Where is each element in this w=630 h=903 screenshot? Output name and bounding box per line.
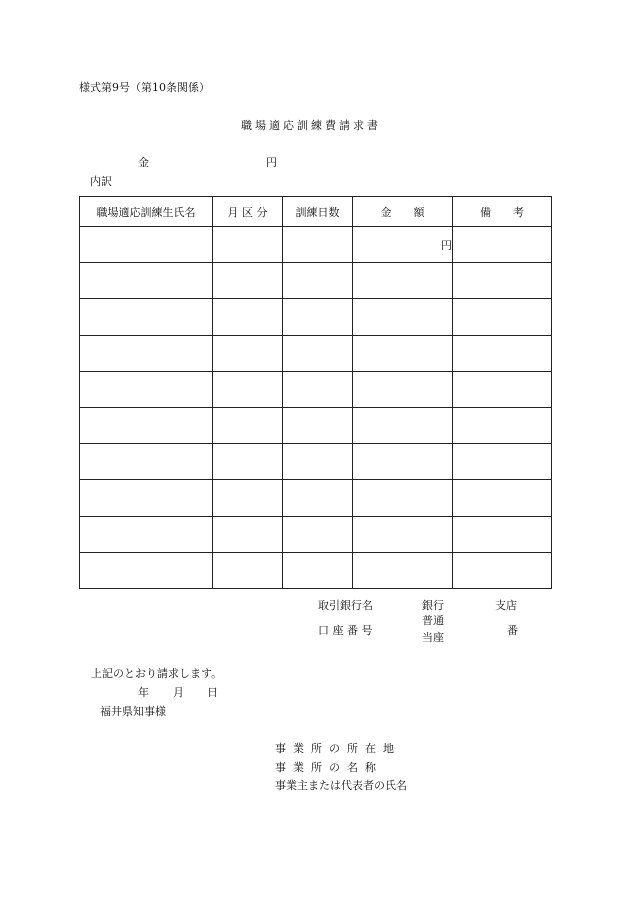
cell-training-days[interactable] xyxy=(283,371,353,407)
cell-remarks[interactable] xyxy=(453,516,552,552)
date-day: 日 xyxy=(207,686,218,699)
cell-remarks[interactable] xyxy=(453,227,552,263)
cell-training-days[interactable] xyxy=(283,552,353,588)
cell-amount[interactable] xyxy=(353,299,453,335)
form-number: 様式第9号（第10条関係） xyxy=(79,81,210,94)
cell-training-days[interactable] xyxy=(283,299,353,335)
cell-amount[interactable] xyxy=(353,516,453,552)
cell-month[interactable] xyxy=(213,480,283,516)
table-row xyxy=(80,407,552,443)
cell-training-days[interactable] xyxy=(283,335,353,371)
cell-month[interactable] xyxy=(213,227,283,263)
cell-month[interactable] xyxy=(213,444,283,480)
table-row xyxy=(80,335,552,371)
table-row xyxy=(80,480,552,516)
cell-remarks[interactable] xyxy=(453,263,552,299)
cell-month[interactable] xyxy=(213,299,283,335)
cell-remarks[interactable] xyxy=(453,480,552,516)
branch-suffix: 支店 xyxy=(495,599,517,612)
account-number-suffix: 番 xyxy=(507,624,518,637)
cell-trainee-name[interactable] xyxy=(80,371,213,407)
addressee: 福井県知事様 xyxy=(100,705,166,718)
cell-trainee-name[interactable] xyxy=(80,407,213,443)
cell-month[interactable] xyxy=(213,263,283,299)
cell-amount[interactable] xyxy=(353,552,453,588)
cell-remarks[interactable] xyxy=(453,371,552,407)
cell-month[interactable] xyxy=(213,371,283,407)
office-name-label: 事業所の名称 xyxy=(275,761,383,774)
table-row xyxy=(80,516,552,552)
total-unit: 円 xyxy=(266,156,277,169)
breakdown-table xyxy=(79,196,552,589)
cell-trainee-name[interactable] xyxy=(80,263,213,299)
cell-remarks[interactable] xyxy=(453,407,552,443)
cell-amount[interactable] xyxy=(353,444,453,480)
page-title: 職場適応訓練費請求書 xyxy=(241,119,381,132)
header-training-days: 訓練日数 xyxy=(283,197,353,227)
cell-remarks[interactable] xyxy=(453,335,552,371)
table-header-row xyxy=(80,197,552,227)
cell-amount[interactable] xyxy=(353,407,453,443)
cell-remarks[interactable] xyxy=(453,299,552,335)
cell-trainee-name[interactable] xyxy=(80,552,213,588)
cell-amount[interactable] xyxy=(353,371,453,407)
cell-training-days[interactable] xyxy=(283,516,353,552)
header-trainee-name: 職場適応訓練生氏名 xyxy=(80,197,213,227)
request-text: 上記のとおり請求します。 xyxy=(91,667,223,680)
amount-unit: 円 xyxy=(441,238,452,252)
header-remarks: 備 考 xyxy=(453,197,552,227)
cell-training-days[interactable] xyxy=(283,263,353,299)
cell-training-days[interactable] xyxy=(283,444,353,480)
cell-month[interactable] xyxy=(213,552,283,588)
cell-remarks[interactable] xyxy=(453,552,552,588)
cell-trainee-name[interactable] xyxy=(80,480,213,516)
account-type-ordinary: 普通 xyxy=(422,614,444,627)
bank-suffix: 銀行 xyxy=(422,599,444,612)
cell-amount[interactable] xyxy=(353,263,453,299)
date-month: 月 xyxy=(173,686,184,699)
cell-trainee-name[interactable] xyxy=(80,299,213,335)
cell-training-days[interactable] xyxy=(283,227,353,263)
cell-training-days[interactable] xyxy=(283,407,353,443)
breakdown-label: 内訳 xyxy=(90,175,112,188)
account-number-label: 口 座 番 号 xyxy=(318,624,373,637)
cell-trainee-name[interactable] xyxy=(80,227,213,263)
cell-trainee-name[interactable] xyxy=(80,444,213,480)
office-location-label: 事業所の所在地 xyxy=(275,742,401,755)
table-row xyxy=(80,444,552,480)
account-type-current: 当座 xyxy=(422,631,444,644)
cell-month[interactable] xyxy=(213,407,283,443)
cell-month[interactable] xyxy=(213,335,283,371)
cell-amount[interactable] xyxy=(353,335,453,371)
table-row xyxy=(80,227,552,263)
cell-training-days[interactable] xyxy=(283,480,353,516)
cell-amount[interactable] xyxy=(353,227,453,263)
date-year: 年 xyxy=(138,686,149,699)
cell-amount[interactable] xyxy=(353,480,453,516)
total-label: 金 xyxy=(138,156,149,169)
table-row xyxy=(80,552,552,588)
cell-trainee-name[interactable] xyxy=(80,516,213,552)
cell-month[interactable] xyxy=(213,516,283,552)
table-row xyxy=(80,263,552,299)
table-row xyxy=(80,371,552,407)
header-amount: 金 額 xyxy=(353,197,453,227)
cell-remarks[interactable] xyxy=(453,444,552,480)
representative-name-label: 事業主または代表者の氏名 xyxy=(275,779,407,792)
cell-trainee-name[interactable] xyxy=(80,335,213,371)
table-row xyxy=(80,299,552,335)
header-month: 月 区 分 xyxy=(213,197,283,227)
bank-label: 取引銀行名 xyxy=(318,599,373,612)
